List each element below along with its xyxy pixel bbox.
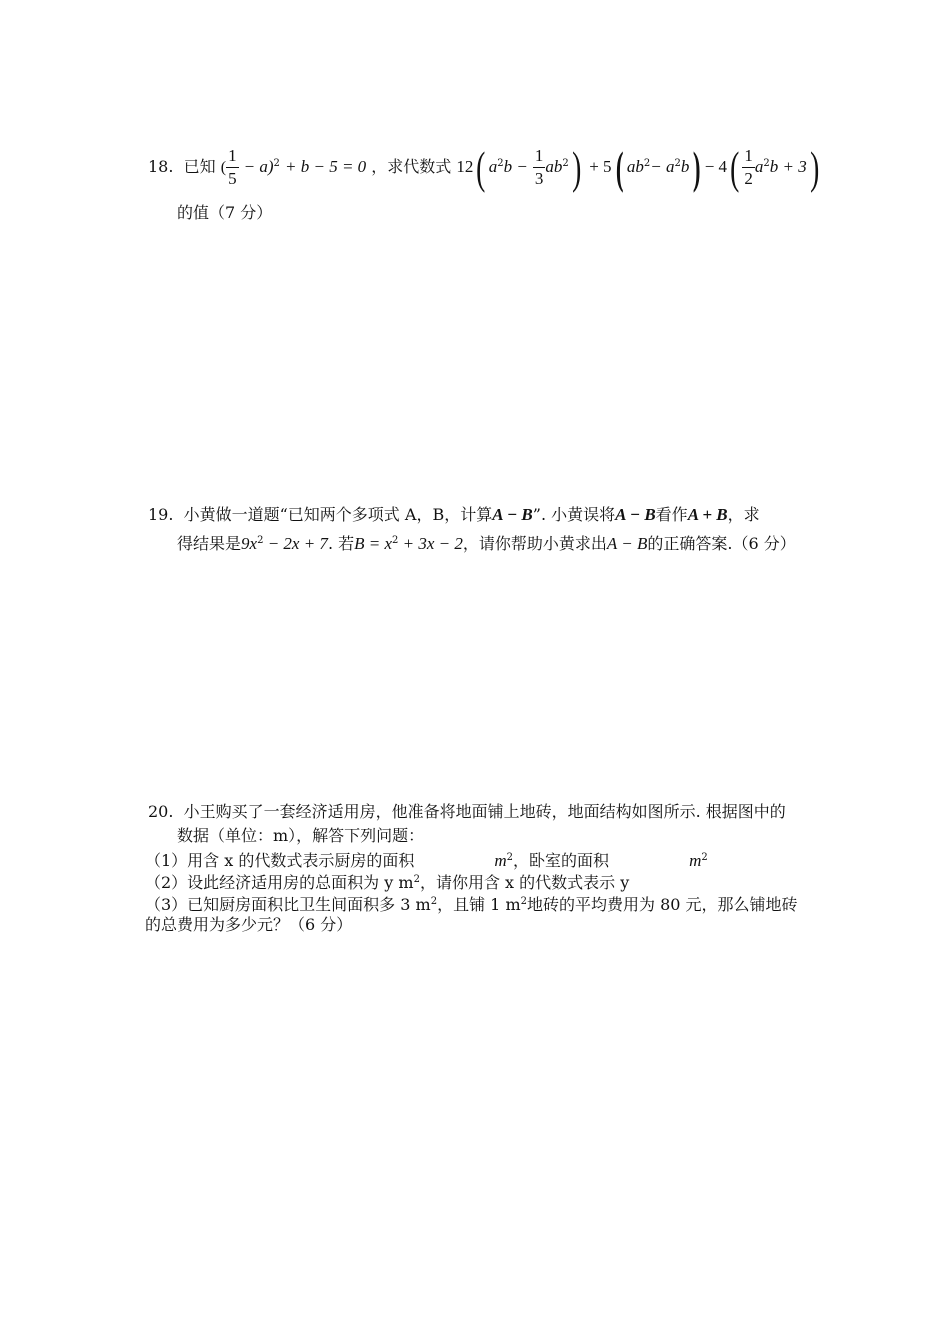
question-20-part1: （1）用含 x 的代数式表示厨房的面积 $m^2$，卧室的面积 $m^2$ <box>145 851 708 870</box>
question-18-line2: 的值（7 分） <box>177 203 273 222</box>
fraction-one-third: $\frac{1}{3}$ <box>534 146 544 188</box>
paren-open: ( <box>220 159 227 176</box>
question-20-part3: （3）已知厨房面积比卫生间面积多 3 $m^2$，且铺 1 $m^2$地砖的平均费用为 80 元，那么铺地砖 <box>145 895 798 914</box>
known-expr-a: − a) <box>243 157 274 176</box>
question-18-mid: ，求代数式 <box>371 157 452 176</box>
question-18-line1: 18. 已知 ( $\frac{1}{5}$ − a)$^2$ + b − 5 = 0 ，求代数式 12( $a^2b$ − $\frac{1}{3}$ $ab^2) + 5$( $ab^2- a^2b) - 4$( $\frac{1}{2}$ $a^2b + 3$) <box>148 141 819 193</box>
question-19-number: 19. <box>148 505 174 524</box>
fraction-one-fifth: $\frac{1}{5}$ <box>228 146 237 188</box>
question-19-line2: 得结果是$9x^2 - 2x + 7$. 若$B = x^2 + 3x - 2$，请你帮助小黄求出A − B的正确答案.（6 分） <box>177 534 796 553</box>
question-19-line1: 19. 小黄做一道题“已知两个多项式 A，B，计算A − B”. 小黄误将A − B看作A + B，求 <box>148 505 760 524</box>
fraction-one-half: $\frac{1}{2}$ <box>744 146 753 188</box>
question-18-lead: 已知 <box>183 157 216 176</box>
question-18-number: 18. <box>148 157 174 176</box>
question-20-line2: 数据（单位：m），解答下列问题： <box>177 826 425 845</box>
question-20-part2: （2）设此经济适用房的总面积为 y $m^2$，请你用含 x 的代数式表示 y <box>145 873 630 892</box>
question-20-line1: 20. 小王购买了一套经济适用房，他准备将地面铺上地砖，地面结构如图所示. 根据图中的 <box>148 802 786 821</box>
question-20-number: 20. <box>148 802 174 821</box>
question-20-part3-line2: 的总费用为多少元？（6 分） <box>145 915 353 934</box>
known-expr-rest: + b − 5 = 0 <box>285 157 367 176</box>
